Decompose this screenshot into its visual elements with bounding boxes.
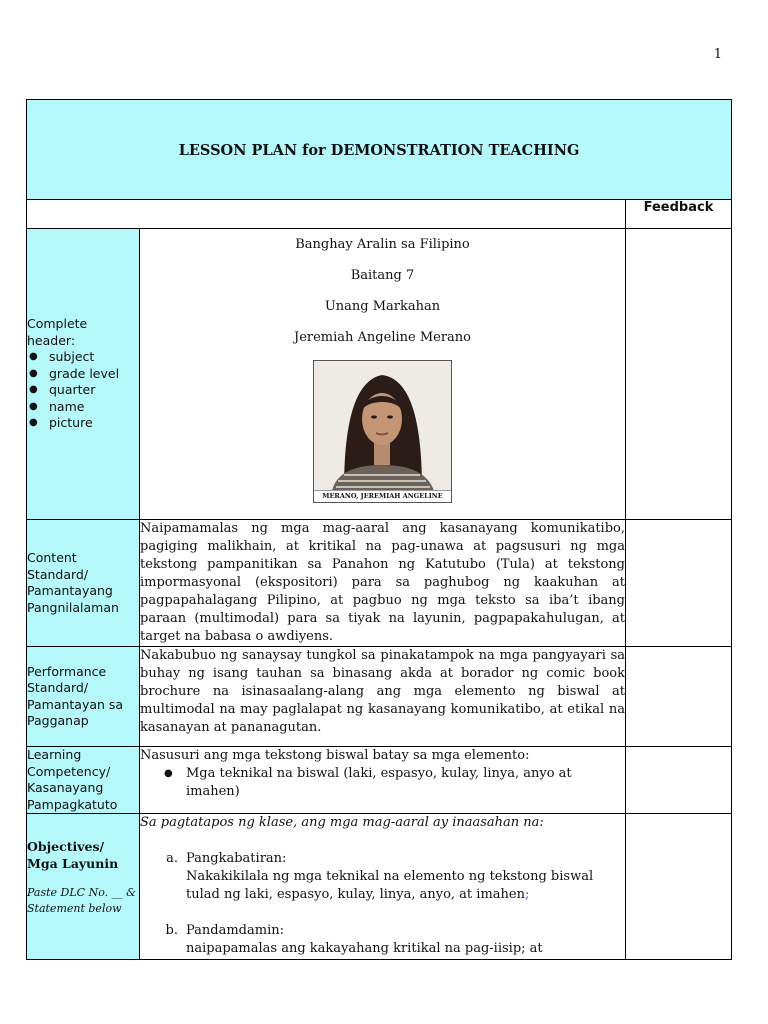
header-row (27, 229, 732, 520)
feedback-header: Feedback (626, 200, 732, 229)
grade-level-text: Baitang 7 (350, 268, 415, 283)
header-label-item: ● quarter (27, 382, 139, 399)
objective-trail: ; (524, 887, 530, 902)
objective-text: naipapamalas ang kakayahang kritikal na pag-iisip; at (186, 941, 543, 956)
quarter-text: Unang Markahan (324, 299, 441, 314)
feedback-header-row (27, 200, 732, 229)
photo-caption: MERANO, JEREMIAH ANGELINE (314, 490, 451, 502)
content-standard-label: Content Standard/ Pamantayang Pangnilalaman (27, 520, 140, 647)
content-standard-row (27, 520, 732, 647)
subject-text: Banghay Aralin sa Filipino (295, 237, 470, 252)
feedback-cell (626, 814, 732, 960)
teacher-photo (313, 360, 452, 503)
blank-header-cell (27, 200, 626, 229)
objective-mark: a. (166, 851, 178, 866)
objective-mark: b. (165, 923, 178, 938)
header-label-intro: Complete header: (27, 316, 88, 348)
title-row (27, 100, 732, 200)
learning-competency-cell (140, 747, 626, 814)
header-label-item: ● picture (27, 415, 139, 432)
page-number: 1 (713, 47, 722, 62)
objectives-note: Paste DLC No. __ & Statement below (27, 886, 136, 915)
objective-text: Nakakikilala ng mga teknikal na elemento ng tekstong biswal tulad ng laki, espasyo, kulay, linya, anyo, at imahen (186, 869, 594, 902)
learning-competency-text: Nasusuri ang mga tekstong biswal batay sa mga elemento: (140, 748, 530, 763)
lesson-plan-table (26, 99, 732, 960)
objective-heading: Pandamdamin: (186, 923, 284, 938)
objective-item (140, 850, 625, 904)
feedback-cell (626, 229, 732, 520)
performance-standard-row (27, 647, 732, 747)
feedback-cell (626, 520, 732, 647)
objective-item (140, 922, 625, 958)
objectives-label-cell (27, 814, 140, 960)
portrait-image (314, 361, 451, 491)
objectives-intro: Sa pagtatapos ng klase, ang mga mag-aaral ay inaasahan na: (140, 815, 544, 830)
content-standard-text: Naipamamalas ng mga mag-aaral ang kasanayang komunikatibo, pagiging malikhain, at kritikal na pag-unawa at pagsusuri ng mga tekstong pampanitikan sa Panahon ng Katutubo (Tula) at tekstong impormasyonal (ekspositori) para sa paghubog ng kaakuhan at pagpapahalagang Pilipino, at pagbuo ng mga teksto sa iba’t ibang paraan (multimodal) para sa tiyak na layunin, pagpapakahulugan, at target na babasa o awdiyens. (140, 520, 626, 647)
objectives-row (27, 814, 732, 960)
header-label-item: ● subject (27, 349, 139, 366)
feedback-cell (626, 747, 732, 814)
header-label-item: ● grade level (27, 366, 139, 383)
objectives-content-cell (140, 814, 626, 960)
document-title: LESSON PLAN for DEMONSTRATION TEACHING (178, 142, 580, 159)
header-content-cell (140, 229, 626, 520)
learning-competency-row (27, 747, 732, 814)
objective-heading: Pangkabatiran: (186, 851, 287, 866)
header-label-cell (27, 229, 140, 520)
learning-competency-list (140, 765, 625, 801)
learning-competency-label: Learning Competency/ Kasanayang Pampagkatuto (27, 747, 140, 814)
header-label-list (27, 349, 139, 432)
feedback-cell (626, 647, 732, 747)
performance-standard-label: Performance Standard/ Pamantayan sa Pagganap (27, 647, 140, 747)
teacher-name: Jeremiah Angeline Merano (293, 330, 471, 345)
title-cell (27, 100, 732, 200)
performance-standard-text: Nakabubuo ng sanaysay tungkol sa pinakatampok na mga pangyayari sa buhay ng isang tauhan sa binasang akda at borador ng comic book brochure na isinasaalang-alang ang mga elemento ng biswal at multimodal na may paglalapat ng kasanayang komunikatibo, at etikal na kasanayan at pananagutan. (140, 647, 626, 747)
header-label-item: ● name (27, 399, 139, 416)
learning-competency-bullet: ● Mga teknikal na biswal (laki, espasyo, kulay, linya, anyo at imahen) (140, 765, 625, 801)
objectives-label: Objectives/ Mga Layunin (27, 839, 119, 871)
